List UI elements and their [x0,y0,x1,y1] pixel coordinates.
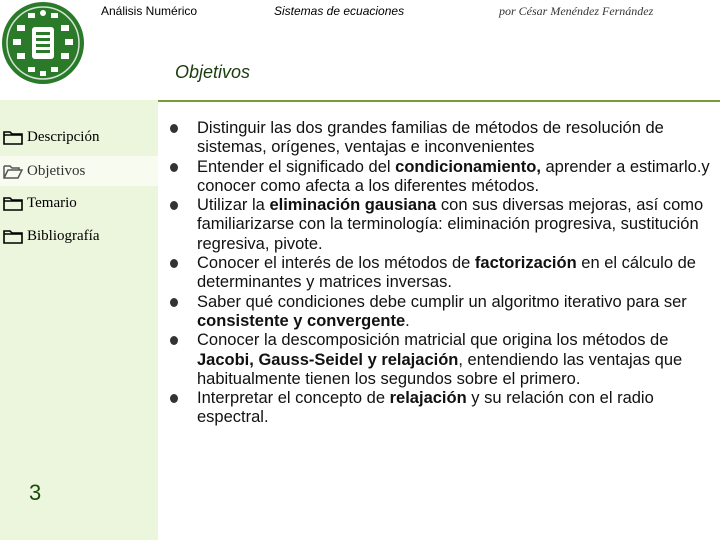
course-title: Análisis Numérico [101,4,198,18]
objective-text: Conocer el interés de los métodos de [197,254,475,273]
nav-item-label: Objetivos [27,162,86,179]
objective-item [166,331,710,389]
topic-title: Sistemas de ecuaciones [274,4,405,18]
objective-text: Saber qué condiciones debe cumplir un algoritmo iterativo para ser [197,292,687,311]
objective-item [166,119,710,158]
folder-icon [3,196,23,211]
nav-item-descripcion[interactable] [0,122,158,152]
objective-item [166,196,710,254]
objective-emphasis: eliminación gausiana [269,196,437,215]
objective-text: Entender el significado del [197,157,396,176]
nav-item-label: Bibliografía [27,227,100,244]
objective-emphasis: relajación [389,389,467,408]
objective-text: con sus diversas mejoras, así como familiarizarse con la terminología: eliminación progresiva, sustitución regresiva, pivote. [197,196,704,253]
university-crest-icon [1,1,85,85]
page-title: Objetivos [175,62,251,82]
objective-item [166,293,710,332]
objective-text: Interpretar el concepto de [197,389,390,408]
author-credit: por César Menéndez Fernández [499,4,654,18]
objective-text: Distinguir las dos grandes familias de métodos de resolución de sistemas, orígenes, ventajas e inconvenientes [197,119,664,157]
folder-open-icon [3,164,23,179]
objective-emphasis: condicionamiento, [395,157,541,176]
nav-item-bibliografia[interactable] [0,221,158,251]
nav-item-objetivos[interactable] [0,156,158,186]
folder-icon [3,130,23,145]
nav-item-temario[interactable] [0,188,158,218]
page-number: 3 [29,480,42,505]
objective-text: Conocer la descomposición matricial que origina los métodos de [197,331,669,350]
objective-text: , entendiendo las ventajas que habitualmente tienen los segundos sobre el primero. [197,350,683,388]
objective-text: aprender a estimarlo.y conocer como afecta a los diferentes métodos. [197,157,710,195]
bullet-icon [170,298,178,307]
objective-item [166,389,710,428]
objective-item [166,158,710,197]
header-divider [158,100,720,102]
objective-emphasis: factorización [474,254,577,273]
objective-text: . [405,311,410,330]
objective-text: y su relación con el radio espectral. [197,389,654,427]
objective-emphasis: consistente y convergente [197,311,406,330]
bullet-icon [170,394,178,403]
objective-text: Utilizar la [197,196,270,215]
bullet-icon [170,163,178,172]
bullet-icon [170,336,178,345]
objective-text: en el cálculo de determinantes y matrices inversas. [197,254,696,292]
objective-emphasis: Jacobi, Gauss-Seidel y relajación [197,350,459,369]
folder-icon [3,229,23,244]
bullet-icon [170,124,178,133]
bullet-icon [170,201,178,210]
nav-item-label: Temario [27,194,77,211]
bullet-icon [170,259,178,268]
nav-item-label: Descripción [27,128,100,145]
objective-item [166,254,710,293]
objectives-list [166,119,710,428]
